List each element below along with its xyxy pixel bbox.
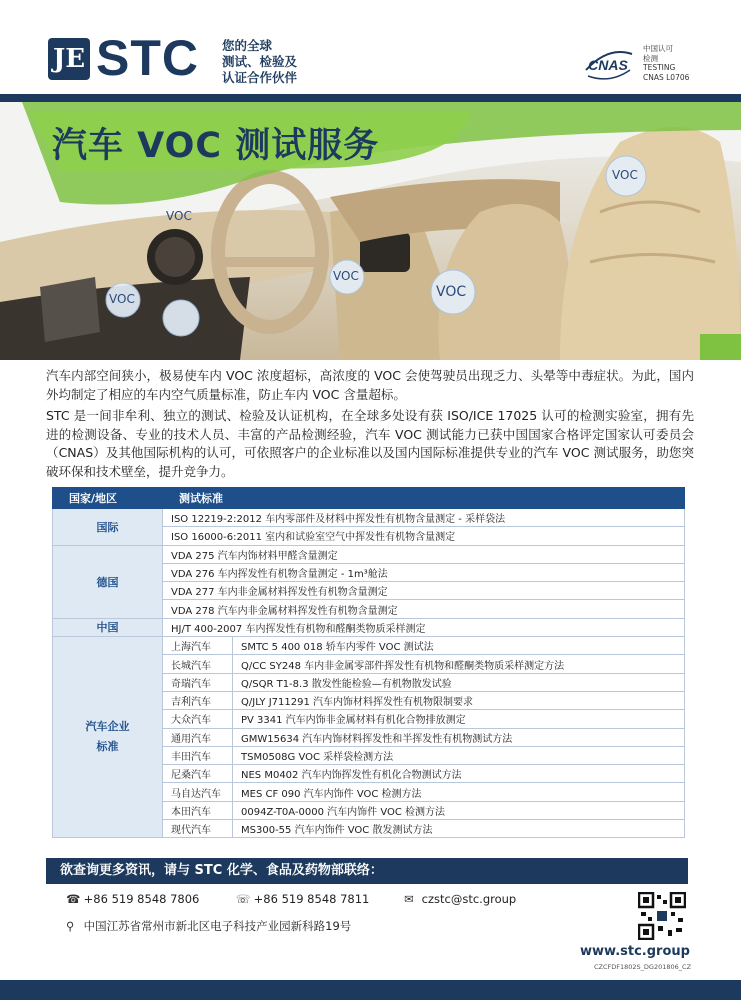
cnas-info-line: 中国认可 [643, 44, 673, 53]
category-germany: 德国 [53, 545, 163, 618]
intro-paragraph: STC 是一间非牟利、独立的测试、检验及认证机构，在全球多处设有获 ISO/ICE 17025 认可的检测实验室，拥有先进的检测设备、专业的技术人员、丰富的产品检测经验，汽车 VOC 测试能力已获中国国家合格评定国家认可委员会（CNAS）及其他国际机构的认可，可依照客户的企业标准以及国内国际标准提供专业的汽车 VOC 测试服务，助您突破环保和技术壁垒，提升竞争力。 [46, 408, 694, 479]
brand-name: STC [96, 30, 199, 86]
voc-bubble-label: VOC [612, 168, 638, 182]
standard-cell: MS300-55 汽车内饰件 VOC 散发测试方法 [233, 820, 685, 838]
maker-cell: 长城汽车 [163, 655, 233, 673]
website-link[interactable]: www.stc.group [580, 944, 690, 959]
standard-cell: VDA 278 汽车内非金属材料挥发性有机物含量测定 [163, 600, 685, 618]
header-region: 国家/地区 [53, 488, 163, 509]
maker-cell: 奇瑞汽车 [163, 673, 233, 691]
fax-number[interactable]: +86 519 8548 7811 [253, 892, 370, 906]
standard-cell: VDA 277 车内非金属材料挥发性有机物含量测定 [163, 582, 685, 600]
address-text: 中国江苏省常州市新北区电子科技产业园新科路19号 [83, 919, 352, 933]
tagline-line: 认证合作伙伴 [222, 70, 298, 85]
standard-cell: MES CF 090 汽车内饰件 VOC 检测方法 [233, 783, 685, 801]
fax-icon: ☏ [236, 892, 251, 906]
qr-code-icon[interactable] [638, 892, 686, 940]
standard-cell: TSM0508G VOC 采样袋检测方法 [233, 746, 685, 764]
category-intl: 国际 [53, 509, 163, 546]
maker-cell: 尼桑汽车 [163, 765, 233, 783]
table-header-row [53, 488, 685, 509]
cnas-info-line: CNAS L0706 [643, 72, 690, 82]
cnas-info-line: 检测 [643, 53, 658, 63]
table-row [53, 637, 685, 655]
category-oem-line: 标准 [96, 740, 119, 754]
location-pin-icon: ⚲ [66, 919, 75, 933]
maker-cell: 大众汽车 [163, 710, 233, 728]
header [0, 0, 741, 92]
tagline-line: 您的全球 [222, 38, 273, 53]
intro-paragraph: 汽车内部空间狭小，极易使车内 VOC 浓度超标，高浓度的 VOC 会使驾驶员出现乏力、头晕等中毒症状。为此，国内外均制定了相应的车内空气质量标准，防止车内 VOC 含量超标。 [46, 368, 694, 402]
document-code: CZCFDF1802S_DG201806_CZ [594, 963, 692, 971]
maker-cell: 现代汽车 [163, 820, 233, 838]
standards-table [52, 487, 685, 838]
category-oem [53, 637, 163, 838]
standard-cell: VDA 276 车内挥发性有机物含量测定 - 1m³舱法 [163, 563, 685, 581]
voc-bubble-label: VOC [109, 292, 135, 306]
table-row [53, 618, 685, 636]
standard-cell: NES M0402 汽车内饰挥发性有机化合物测试方法 [233, 765, 685, 783]
cnas-info [643, 44, 689, 82]
fax [236, 892, 369, 906]
header-band [0, 94, 741, 102]
standard-cell: GMW15634 汽车内饰材料挥发性和半挥发性有机物测试方法 [233, 728, 685, 746]
logo-glyph: JE [52, 44, 86, 74]
standard-cell: ISO 12219-2:2012 车内零部件及材料中挥发性有机物含量测定 - 采样袋法 [163, 509, 685, 527]
maker-cell: 马自达汽车 [163, 783, 233, 801]
header-standard: 测试标准 [163, 488, 685, 509]
maker-cell: 吉利汽车 [163, 691, 233, 709]
phone-number[interactable]: +86 519 8548 7806 [83, 892, 200, 906]
mail-icon: ✉ [404, 892, 414, 906]
table-row [53, 509, 685, 527]
standard-cell: ISO 16000-6:2011 室内和试验室空气中挥发性有机物含量测定 [163, 527, 685, 545]
phone-icon: ☎ [66, 892, 81, 906]
standard-cell: PV 3341 汽车内饰非金属材料有机化合物排放测定 [233, 710, 685, 728]
standard-cell: Q/CC SY248 车内非金属零部件挥发性有机物和醛酮类物质采样测定方法 [233, 655, 685, 673]
hero-title: 汽车 VOC 测试服务 [52, 126, 380, 166]
address [66, 918, 351, 934]
email-address[interactable]: czstc@stc.group [421, 892, 517, 906]
standard-cell: SMTC 5 400 018 轿车内零件 VOC 测试法 [233, 637, 685, 655]
tagline-line: 测试、检验及 [222, 54, 298, 69]
footer-band [0, 980, 741, 1000]
cnas-logo [578, 44, 638, 84]
maker-cell: 上海汽车 [163, 637, 233, 655]
maker-cell: 丰田汽车 [163, 746, 233, 764]
contact-bar: 欲查询更多资讯，请与 STC 化学、食品及药物部联络： [46, 858, 688, 884]
cnas-info-line: TESTING [643, 63, 676, 72]
maker-cell: 通用汽车 [163, 728, 233, 746]
phone [66, 892, 199, 906]
standard-cell: Q/JLY J711291 汽车内饰材料挥发性有机物限制要求 [233, 691, 685, 709]
maker-cell: 本田汽车 [163, 801, 233, 819]
category-china: 中国 [53, 618, 163, 636]
category-oem-line: 汽车企业 [85, 720, 130, 734]
brand-tagline [222, 38, 297, 86]
stc-logo-mark [48, 38, 90, 80]
standard-cell: HJ/T 400-2007 车内挥发性有机物和醛酮类物质采样测定 [163, 618, 685, 636]
standard-cell: VDA 275 汽车内饰材料甲醛含量测定 [163, 545, 685, 563]
table-row [53, 545, 685, 563]
cnas-logo-text: CNAS [588, 57, 628, 73]
voc-bubble-label: VOC [436, 284, 467, 300]
standard-cell: Q/SQR T1-8.3 散发性能检验—有机物散发试验 [233, 673, 685, 691]
email [404, 892, 516, 906]
voc-bubble-label: VOC [166, 209, 192, 223]
voc-bubble-label: VOC [333, 269, 359, 283]
standard-cell: 0094Z-T0A-0000 汽车内饰件 VOC 检测方法 [233, 801, 685, 819]
